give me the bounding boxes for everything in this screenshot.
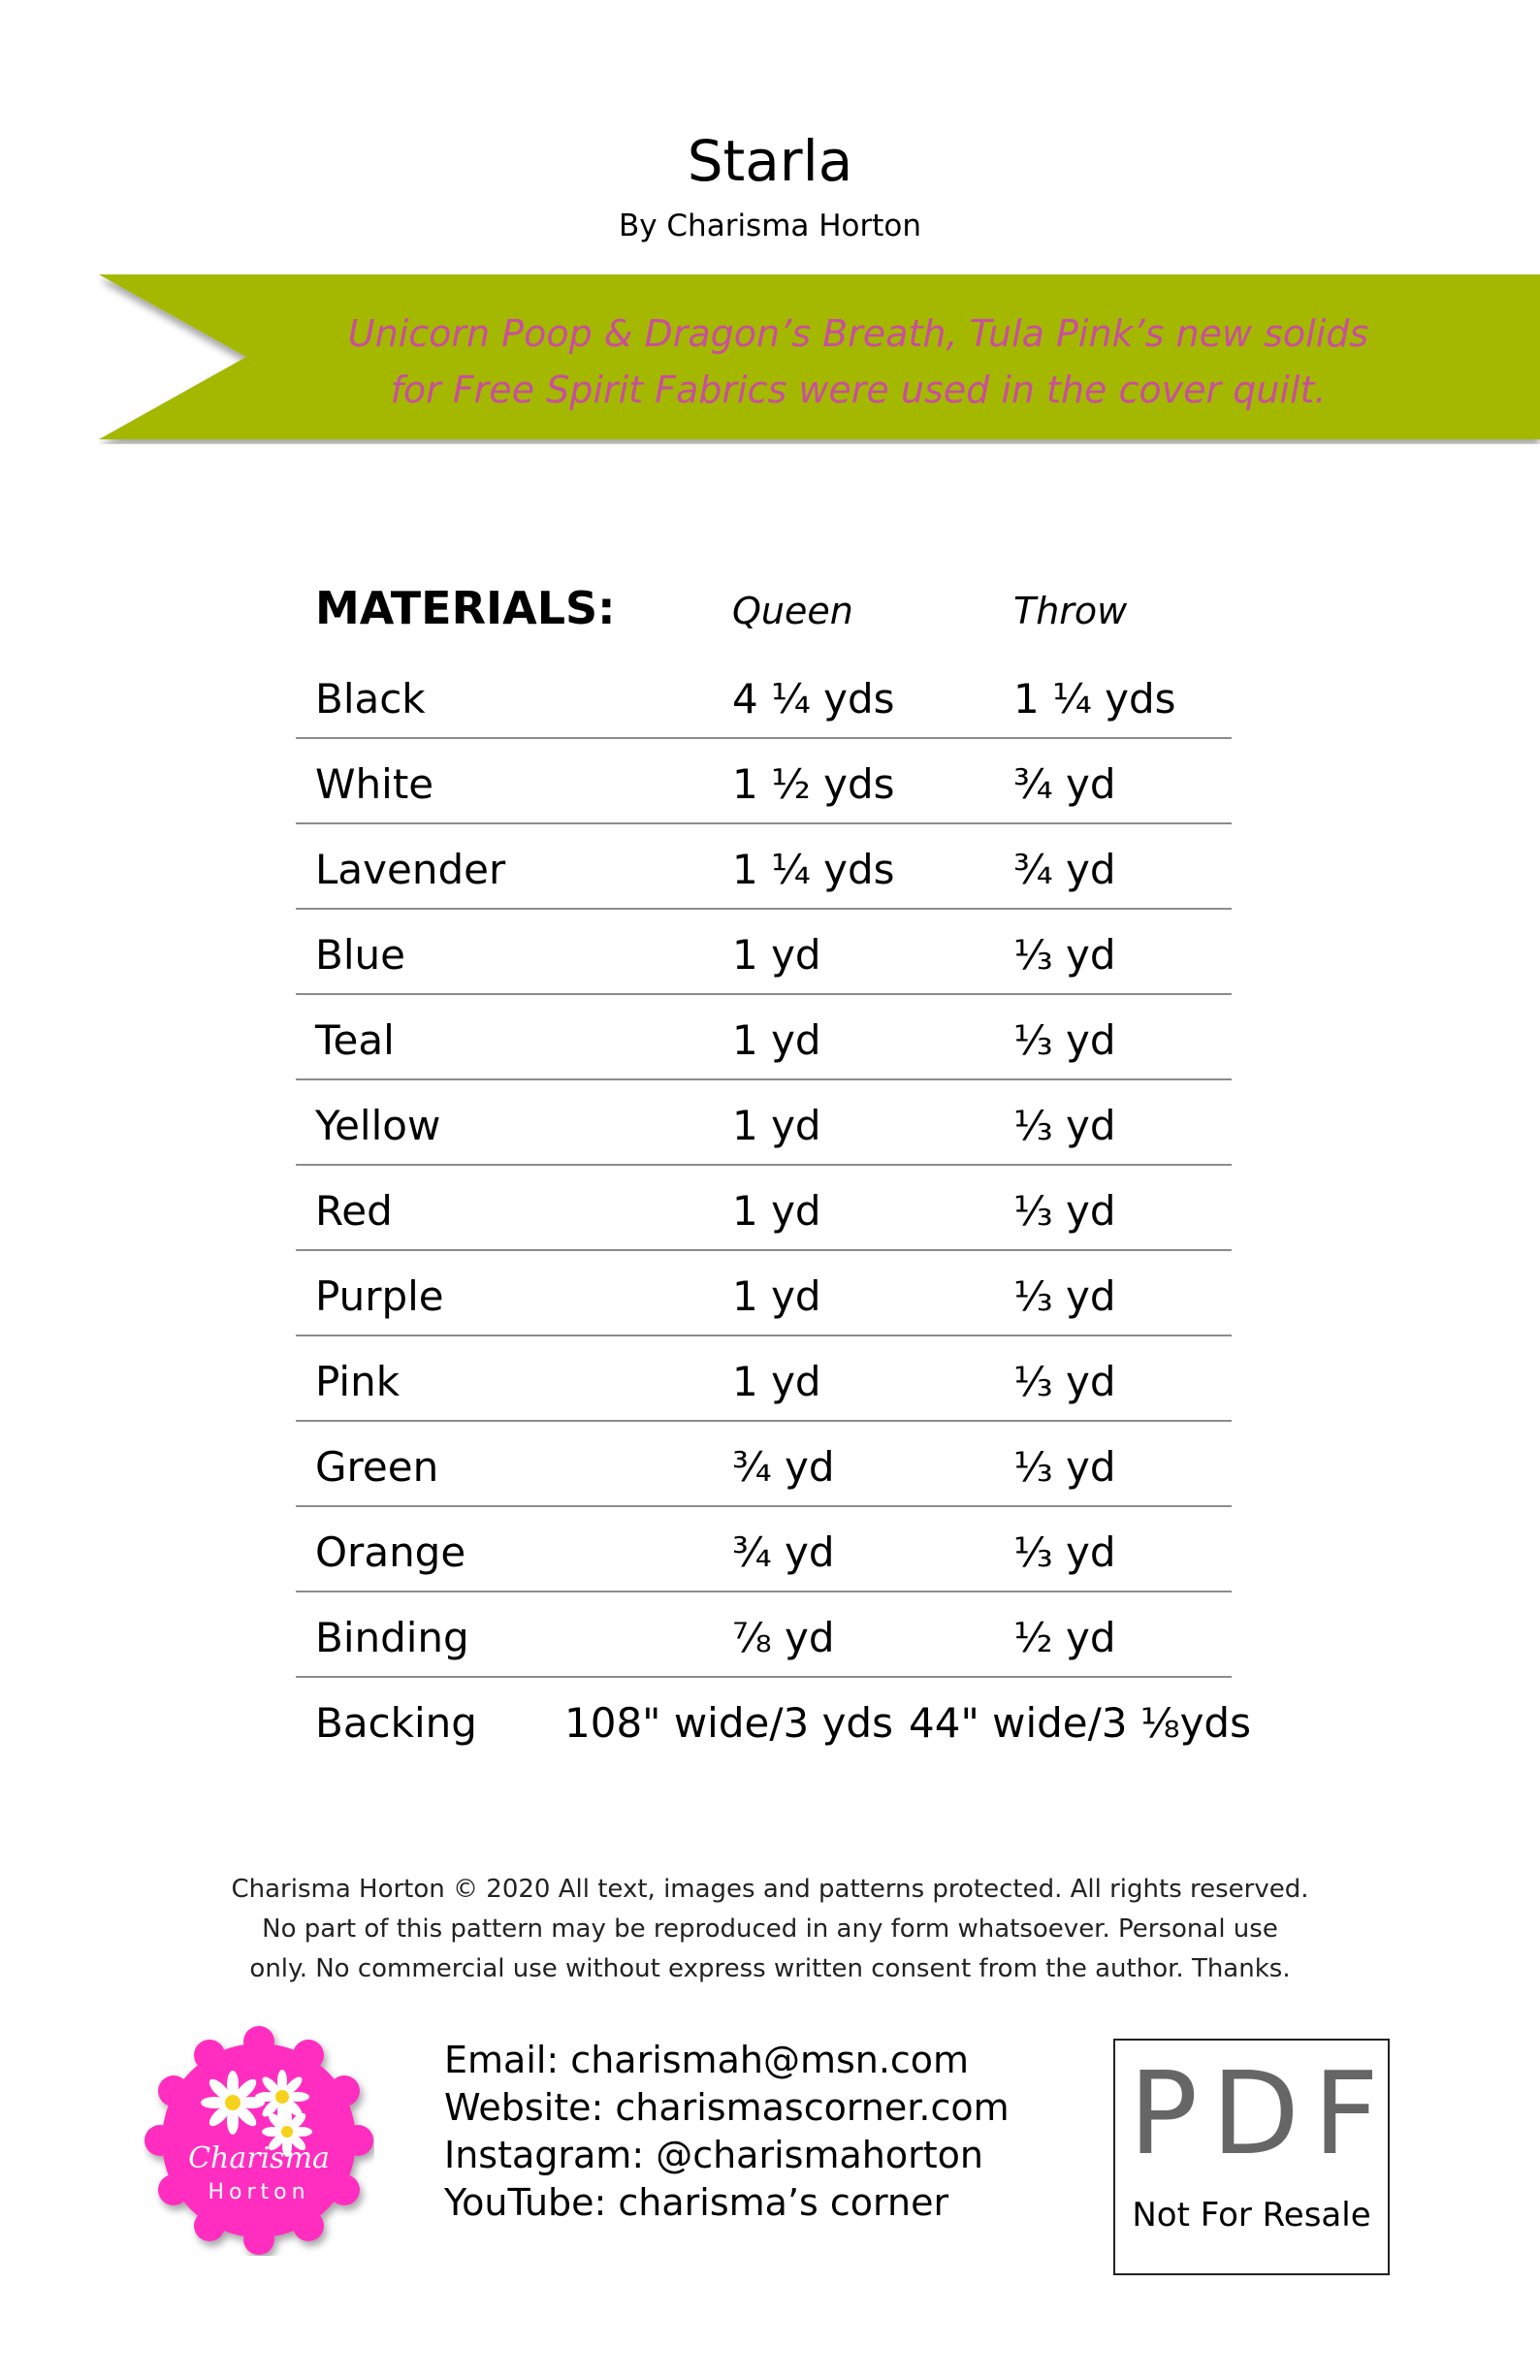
- queen-amount: 1 ¼ yds: [732, 846, 895, 893]
- contact-youtube: YouTube: charisma’s corner: [444, 2181, 949, 2224]
- fabric-name: Purple: [315, 1272, 444, 1320]
- throw-amount: ⅓ yd: [1013, 1187, 1116, 1235]
- queen-amount: 108" wide/3 yds: [564, 1699, 893, 1747]
- contact-instagram: Instagram: @charismahorton: [444, 2134, 983, 2176]
- table-row: [296, 1080, 1232, 1166]
- copyright-line-3: only. No commercial use without express written consent from the author. Thanks.: [249, 1954, 1291, 1983]
- throw-amount: ⅓ yd: [1013, 1443, 1116, 1491]
- copyright-line-1: Charisma Horton © 2020 All text, images and patterns protected. All rights reserved.: [231, 1875, 1309, 1904]
- throw-amount: ½ yd: [1013, 1614, 1116, 1661]
- contact-website: Website: charismascorner.com: [444, 2086, 1010, 2129]
- throw-amount: ⅓ yd: [1013, 1272, 1116, 1320]
- queen-amount: 1 ½ yds: [732, 760, 895, 808]
- logo-name-last: Horton: [208, 2180, 310, 2204]
- queen-amount: 1 yd: [732, 1102, 821, 1149]
- materials-table: [296, 572, 1251, 1761]
- throw-amount: ¾ yd: [1013, 846, 1116, 893]
- table-row: [296, 1422, 1232, 1507]
- contact-info: [444, 2037, 1010, 2227]
- throw-amount: ⅓ yd: [1013, 1016, 1116, 1064]
- queen-amount: 1 yd: [732, 1272, 821, 1320]
- fabric-name: Yellow: [315, 1102, 441, 1149]
- fabric-name: Blue: [315, 931, 405, 979]
- banner-line-2: for Free Spirit Fabrics were used in the cover quilt.: [390, 369, 1327, 411]
- fabric-name: Pink: [315, 1358, 401, 1405]
- queen-amount: ⅞ yd: [732, 1614, 835, 1661]
- table-row: [296, 824, 1232, 910]
- table-row: [296, 739, 1232, 824]
- fabric-name: Green: [315, 1443, 439, 1491]
- queen-amount: ¾ yd: [732, 1528, 835, 1576]
- queen-amount: 4 ¼ yds: [732, 675, 895, 723]
- throw-amount: ⅓ yd: [1013, 1358, 1116, 1405]
- contact-email: Email: charismah@msn.com: [444, 2039, 970, 2081]
- queen-amount: 1 yd: [732, 1187, 821, 1235]
- queen-amount: 1 yd: [732, 1016, 821, 1064]
- charisma-horton-logo: [144, 2025, 374, 2256]
- pdf-label: PDF: [1129, 2046, 1393, 2180]
- fabric-name: Black: [315, 675, 426, 723]
- fabric-banner: [99, 274, 1540, 444]
- throw-amount: ⅓ yd: [1013, 1528, 1116, 1576]
- materials-header: [296, 572, 1232, 654]
- logo-name-first: Charisma: [188, 2141, 330, 2175]
- column-queen: Queen: [732, 590, 853, 632]
- queen-amount: 1 yd: [732, 931, 821, 979]
- fabric-name: Orange: [315, 1528, 466, 1576]
- pdf-not-for-resale-badge: [1113, 2039, 1393, 2275]
- table-row: [296, 1336, 1232, 1422]
- throw-amount: 1 ¼ yds: [1013, 675, 1176, 723]
- banner-line-1: Unicorn Poop & Dragon’s Breath, Tula Pink’s new solids: [347, 312, 1369, 355]
- table-row: [296, 910, 1232, 995]
- table-row: [296, 654, 1232, 739]
- table-row: [296, 1166, 1232, 1251]
- table-row: [296, 1592, 1232, 1678]
- table-row: [296, 995, 1232, 1080]
- pattern-title: Starla: [687, 128, 853, 194]
- throw-amount: ⅓ yd: [1013, 931, 1116, 979]
- table-row: [296, 1507, 1232, 1592]
- table-row: [296, 1251, 1232, 1336]
- not-for-resale-label: Not For Resale: [1132, 2196, 1371, 2235]
- banner-text: [254, 306, 1462, 418]
- fabric-name: Red: [315, 1187, 393, 1235]
- fabric-name: White: [315, 760, 434, 808]
- fabric-name: Lavender: [315, 846, 506, 893]
- throw-amount: 44" wide/3 ⅛yds: [909, 1699, 1251, 1747]
- column-throw: Throw: [1013, 590, 1128, 632]
- queen-amount: ¾ yd: [732, 1443, 835, 1491]
- fabric-name: Teal: [315, 1016, 395, 1064]
- queen-amount: 1 yd: [732, 1358, 821, 1405]
- throw-amount: ⅓ yd: [1013, 1102, 1116, 1149]
- throw-amount: ¾ yd: [1013, 760, 1116, 808]
- copyright-notice: [0, 1870, 1540, 1989]
- fabric-name: Binding: [315, 1614, 469, 1661]
- table-row: [296, 1678, 1251, 1761]
- materials-heading: MATERIALS:: [315, 582, 616, 634]
- author-byline: By Charisma Horton: [618, 209, 922, 243]
- fabric-name: Backing: [315, 1699, 477, 1747]
- scalloped-badge-icon: [144, 2025, 374, 2256]
- copyright-line-2: No part of this pattern may be reproduced in any form whatsoever. Personal use: [262, 1914, 1278, 1944]
